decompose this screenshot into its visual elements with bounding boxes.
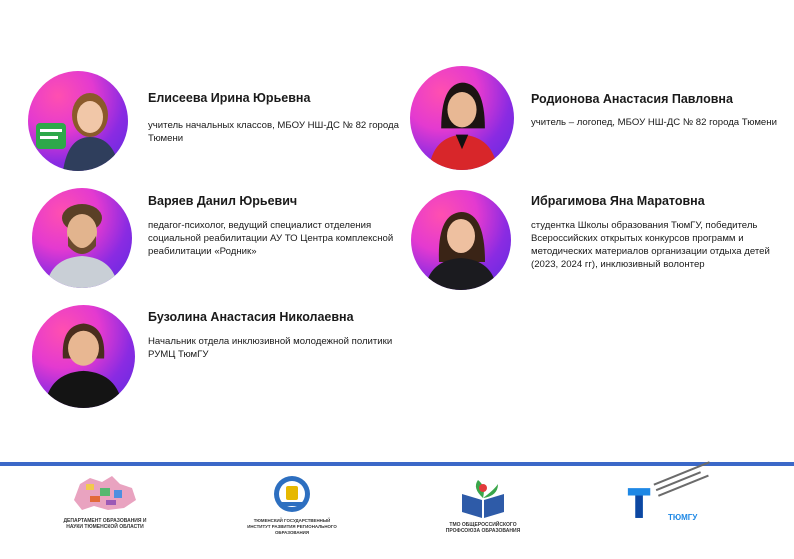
utmn-wordmark: ТЮМГУ xyxy=(668,513,698,522)
person-role: учитель начальных классов, МБОУ НШ-ДС № 82 города Тюмени xyxy=(148,120,399,144)
union-caption: ТМО ОБЩЕРОССИЙСКОГО ПРОФСОЮЗА ОБРАЗОВАНИЯ xyxy=(445,522,521,534)
portrait-icon xyxy=(32,305,135,408)
footer-divider xyxy=(0,462,794,466)
avatar xyxy=(32,188,132,288)
utmn-mark-icon xyxy=(626,484,654,522)
person-name: Варяев Данил Юрьевич xyxy=(148,194,298,208)
person-name: Родионова Анастасия Павловна xyxy=(531,92,733,106)
institute-logo xyxy=(246,474,338,534)
portrait-icon xyxy=(410,66,514,170)
person-role: педагог-психолог, ведущий специалист отделения социальной реабилитации АУ ТО Центра комплексной реабилитации «Родник» xyxy=(148,220,394,257)
person-role: Начальник отдела инклюзивной молодежной политики РУМЦ ТюмГУ xyxy=(148,336,393,360)
dept-logo xyxy=(60,470,150,532)
person-name: Елисеева Ирина Юрьевна xyxy=(148,91,311,105)
portrait-icon xyxy=(32,188,132,288)
person-role: учитель – логопед, МБОУ НШ-ДС № 82 города Тюмени xyxy=(531,117,777,128)
person-name: Ибрагимова Яна Маратовна xyxy=(531,194,705,208)
region-map-icon xyxy=(60,470,150,516)
portrait-icon xyxy=(28,71,128,171)
avatar xyxy=(410,66,514,170)
institute-caption: ТЮМЕНСКИЙ ГОСУДАРСТВЕННЫЙ ИНСТИТУТ РАЗВИТИЯ РЕГИОНАЛЬНОГО ОБРАЗОВАНИЯ xyxy=(247,518,337,535)
avatar xyxy=(411,190,511,290)
portrait-icon xyxy=(411,190,511,290)
crest-icon xyxy=(272,474,312,514)
person-role: студентка Школы образования ТюмГУ, победитель Всероссийских открытых конкурсов программ и методических материалов организации отдыха детей (2023, 2024 гг), инклюзивный волонтер xyxy=(531,220,770,270)
union-logo xyxy=(438,478,528,536)
person-name: Бузолина Анастасия Николаевна xyxy=(148,310,354,324)
avatar xyxy=(32,305,135,408)
dept-caption: ДЕПАРТАМЕНТ ОБРАЗОВАНИЯ И НАУКИ ТЮМЕНСКОЙ ОБЛАСТИ xyxy=(63,518,147,530)
book-leaf-icon xyxy=(458,478,508,520)
utmn-logo xyxy=(626,476,726,532)
avatar xyxy=(28,71,128,171)
